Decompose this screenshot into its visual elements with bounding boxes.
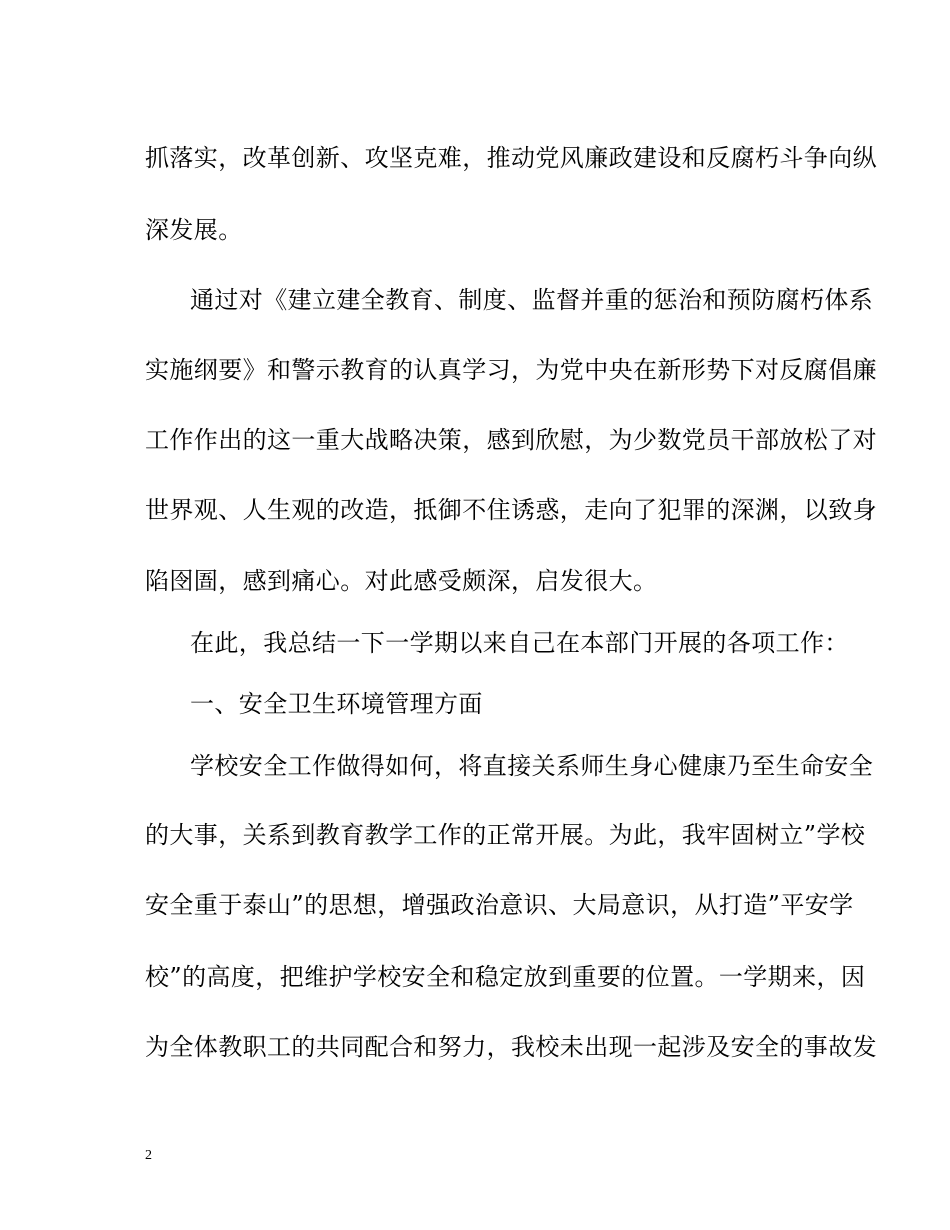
text-line: 抓落实，改革创新、攻坚克难，推动党风廉政建设和反腐朽斗争向纵 xyxy=(145,144,877,172)
paragraph-start-line: 通过对《建立建全教育、制度、监督并重的惩治和预防腐朽体系 xyxy=(190,286,874,314)
text-line: 深发展。 xyxy=(145,216,243,244)
paragraph-start-line: 学校安全工作做得如何，将直接关系师生身心健康乃至生命安全 xyxy=(190,752,874,780)
text-line: 安全重于泰山”的思想，增强政治意识、大局意识，从打造”平安学 xyxy=(145,891,854,919)
paragraph-start-line: 在此，我总结一下一学期以来自己在本部门开展的各项工作： xyxy=(190,629,849,657)
text-line: 世界观、人生观的改造，抵御不住诱惑，走向了犯罪的深渊，以致身 xyxy=(145,496,877,524)
section-heading: 一、安全卫生环境管理方面 xyxy=(190,690,483,718)
text-line: 工作作出的这一重大战略决策，感到欣慰，为少数党员干部放松了对 xyxy=(145,426,877,454)
page-number: 2 xyxy=(145,1148,152,1163)
text-line: 为全体教职工的共同配合和努力，我校未出现一起涉及安全的事故发 xyxy=(145,1033,877,1061)
text-line: 实施纲要》和警示教育的认真学习，为党中央在新形势下对反腐倡廉 xyxy=(145,356,877,384)
text-line: 的大事，关系到教育教学工作的正常开展。为此，我牢固树立”学校 xyxy=(145,821,866,849)
text-line: 校”的高度，把维护学校安全和稳定放到重要的位置。一学期来，因 xyxy=(145,963,866,991)
text-line: 陷囹圄，感到痛心。对此感受颇深，启发很大。 xyxy=(145,567,658,595)
